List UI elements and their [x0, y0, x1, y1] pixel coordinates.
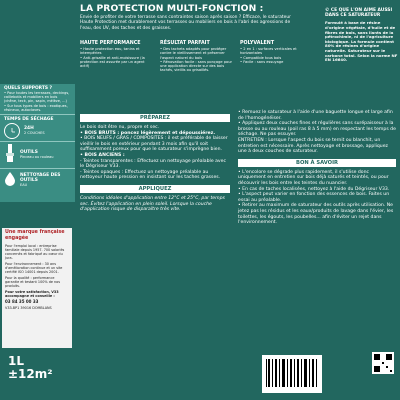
advice-text: • L'encolore se dégrade plus rapidement, il s'utilise donc uniquement en entretien sur bois déjà saturés et teintés, ou pour découvrir les bois entre les teintes du nuancier. • En cas de taches localisées, nettoyez à l'aide du Dégriseur V33. • L'aspect peut varier en fonction des essences de bois. Faites un essai au préalable. • Retirer au maximum de saturateur des outils après utilisation. Ne jetez pas les résidus et les eaux/produits de lavage dans l'évier, les toilettes, les égouts, les poubelles... afin d'éviter un rejet dans l'environnement.	[238, 169, 394, 226]
brand-commitment-card	[2, 228, 72, 348]
tools-title: OUTILS	[20, 150, 38, 156]
barcode	[262, 355, 322, 393]
card-row-environment: Pour l'environnement : 30 ans d'amélioration continue et un site certifié ISO 14001 depuis 2001.	[5, 262, 63, 274]
feature-text: • Haute protection eau, tanins et intempéries • Anti-grisaille et anti-moisissure (la protection est assurée par un agent actif)	[80, 47, 145, 69]
qr-code-icon	[372, 352, 394, 374]
usage-panel	[0, 84, 75, 202]
advice-heading: BON À SAVOIR	[238, 159, 396, 167]
supports-title: QUELS SUPPORTS ?	[4, 86, 53, 91]
old-wood-title: • BOIS ANCIENS :	[80, 152, 125, 158]
drying-coats: 2 COUCHES	[24, 131, 45, 136]
card-row-employment: Pour l'emploi local : entreprise familiale depuis 1957. 700 salariés concernés et fabriqué au cœur du Jura.	[5, 244, 65, 260]
clock-icon	[4, 123, 20, 139]
volume-coverage: ±12m²	[8, 367, 53, 381]
instructions-text: • Remuez le saturateur à l'aide d'une baguette longue et large afin de l'homogénéiser. • Appliquez deux couches fines et régulières sans surépaisseur à la brosse ou au rouleau (poil ras 8 à 5 mm) en respectant les temps de séchage. Ne pas essuyer. ENTRETIEN : Lorsque l'aspect du bois se ternit ou blanchit, un entretien est nécessaire. Après nettoyage et brossage, appliquez une à deux couches de saturateur.	[238, 110, 396, 155]
volume-info	[8, 355, 53, 381]
drying-time: 24H	[24, 125, 34, 131]
eco-text: Formulé à base de résine d'origine végétale, d'huile et de fibres de bois, sans liants de la pétrochimie, ni de l'agriculture biologique. La formule contient 80% de résines d'origine naturelle. Saturateur sur le carbone total. Selon la norme NF EN 16640.	[325, 20, 398, 63]
feature-title: RÉSULTAT PARFAIT	[160, 41, 210, 46]
prepare-section	[80, 110, 230, 340]
new-wood-text: • BOIS NEUFS / GRAS / COMPOSITES : il est préférable de laisser vieillir le bois en extérieur pendant 3 mois afin qu'il soit suffisamment poreux pour que le saturateur s'imprègne bien.	[80, 136, 228, 153]
apply-text: Conditions idéales d'application entre 12°C et 25°C, par temps sec. Évitez l'application en plein soleil. Lorsque la couche d'application risque de disparaître très vite.	[80, 195, 225, 213]
cleaning-title: NETTOYAGE DES OUTILS	[20, 173, 61, 184]
card-title: Une marque française engagée	[5, 230, 65, 241]
usage-instructions	[238, 110, 396, 340]
brush-icon	[4, 144, 16, 166]
tools-box	[0, 142, 75, 169]
feature-col-2	[160, 41, 234, 73]
eco-title: © CE QUE L'ON AIME AUSSI DANS CE SATURATEUR	[325, 8, 393, 19]
prepare-heading: PRÉPAREZ	[80, 114, 230, 122]
drying-title: TEMPS DE SÉCHAGE	[4, 117, 54, 123]
feature-title: POLYVALENT	[240, 41, 275, 46]
supports-text: • Pour toutes les terrasses, deckings, caillebotis et mobiliers en bois (chêne, teck, pin, sapin, mélèze, ...) • Sur tous types de bois : exotiques, résineux, autoclaves.	[4, 91, 70, 112]
water-drop-icon	[4, 171, 16, 190]
feature-title: HAUTE PERFORMANCE	[80, 41, 141, 46]
tools-text: Pinceau ou rouleau	[20, 155, 54, 160]
raw-wood-text: • BOIS BRUTS : poncez légèrement et dépoussiérez.	[80, 130, 216, 136]
apply-heading: APPLIQUEZ	[80, 185, 230, 193]
feature-text: • 2 en 1 : surfaces verticales et horizontales • Compatible tous bois • Facile : sans essuyage	[240, 47, 297, 64]
drying-box	[0, 115, 75, 142]
card-address: V33-BP1 39016 DOMBLANS	[5, 306, 52, 310]
product-intro: Envie de profiter de votre terrasse sans contraintes saison après saison ? Efficace, le saturateur Haute Protection met durablement vos terrasses ou mobiliers en bois à l'abri des agressions de l'eau, des UV, des taches et des graisses.	[80, 15, 291, 31]
product-title: LA PROTECTION MULTI-FONCTION :	[80, 3, 264, 14]
cleaning-text: EAU	[20, 183, 28, 188]
old-wood-text: - Teintes transparentes : Effectuez un nettoyage préalable avec le Dégriseur V33. - Teintes opaques : Effectuez un nettoyage préalable au nettoyeur haute pression en insistant sur les taches grasses.	[80, 158, 226, 181]
volume-liters: 1L	[8, 354, 24, 368]
card-row-quality: Pour la qualité : performance garantie et testant 100% de nos produits.	[5, 276, 61, 288]
feature-col-1	[80, 41, 154, 68]
prepare-intro: Le bois doit être nu, propre et sec.	[80, 125, 160, 130]
card-row-satisfaction: Pour votre satisfaction, V33 accompagne et conseille :	[5, 290, 59, 298]
eco-panel	[325, 8, 400, 68]
card-phone: 03 84 35 00 33	[5, 299, 39, 304]
feature-text: • Des tachets adaptés pour protéger contre le vieillissement et préserver l'aspect naturel du bois • Rénovation facile : sans ponçage pour une application directe sur des bois tachés, vieillis ou grisaillés.	[160, 47, 232, 73]
feature-col-3	[240, 41, 310, 64]
cleaning-box	[0, 169, 75, 192]
supports-box	[0, 84, 75, 115]
